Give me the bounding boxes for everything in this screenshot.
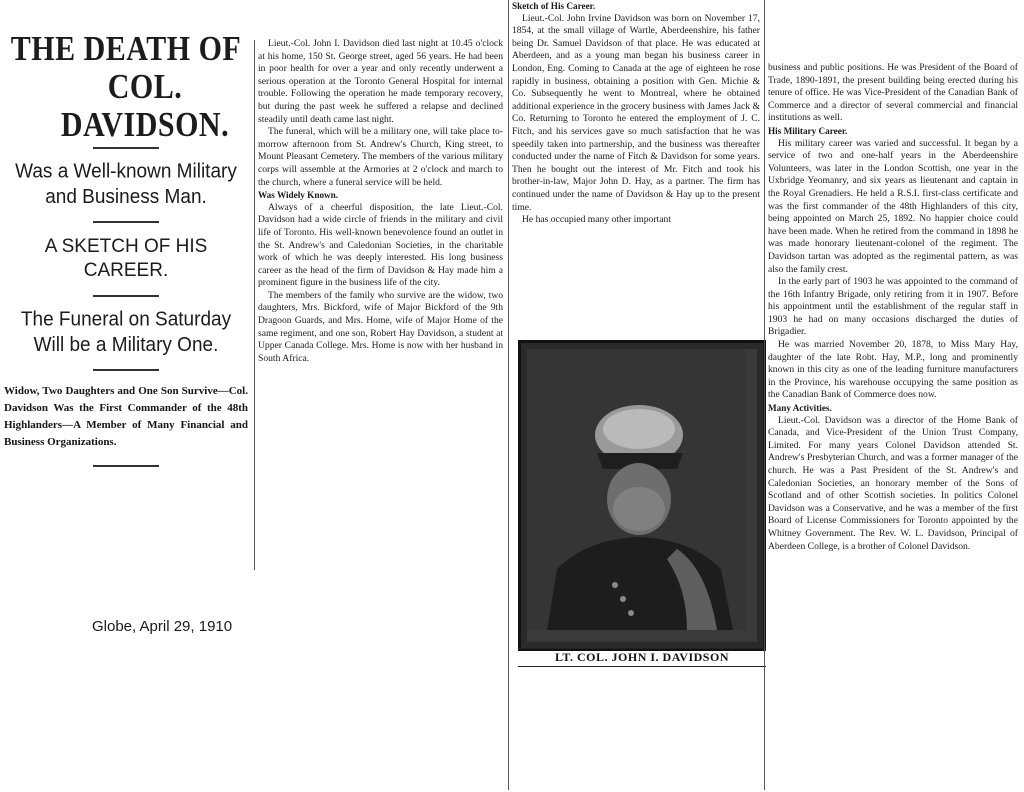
main-headline xyxy=(0,30,252,144)
article-column-2 xyxy=(258,38,503,572)
headline-divider xyxy=(93,465,159,467)
main-headline-line1: THE DEATH OF xyxy=(10,30,242,68)
paragraph: He was married November 20, 1878, to Miss Mary Hay, daughter of the late Robt. Hay, M.P., long and prominently known in this city as one of the leading furniture manufacturers in the Province, his warehouse occupying the same position as the Canadian Bank of Commerce does now. xyxy=(768,339,1018,401)
caption-rule xyxy=(518,648,766,649)
portrait-photo xyxy=(518,340,766,651)
deck-summary: Widow, Two Daughters and One Son Survive—Col. Davidson Was the First Commander of the 48th Highlanders—A Member of Many Financial and Business Organizations. xyxy=(4,385,248,448)
portrait-caption: LT. COL. JOHN I. DAVIDSON xyxy=(555,650,729,664)
paragraph: His military career was varied and successful. It began by a service of two and one-half years in the Aberdeenshire Volunteers, was later in the London Scottish, one year in the Uxbridge Yeomanry, and six years as lieutenant and captain in the Royal Grenadiers. He held a R.S.I. first-class certificate and was the first commander of the 48th Highlanders of this city, being appointed on March 25, 1892. No happier choice could have been made. When he retired from the command in 1898 he was made honorary lieutenant-colonel of the regiment. The Davidson tartan was adopted as the regimental pattern, as was also the family crest. xyxy=(768,137,1018,275)
paragraph: business and public positions. He was President of the Board of Trade, 1890-1891, the present building being erected during his tenure of office. He was Vice-President of the Canadian Bank of Commerce and a director of several commercial and financial institutions as well. xyxy=(768,62,1018,124)
portrait-image xyxy=(527,349,757,642)
deck-headline-1: Was a Well-known Military and Business Man. xyxy=(15,160,237,209)
caption-rule xyxy=(518,666,766,667)
source-label: Globe, April 29, 1910 xyxy=(92,618,233,635)
portrait-figure-icon xyxy=(527,349,745,630)
paragraph: Lieut.-Col. John I. Davidson died last night at 10.45 o'clock at his home, 150 St. George street, aged 56 years. He had been in poor health for over a year and only recently underwent a serious operation at the Toronto General Hospital for internal trouble. Following the operation he made temporary recovery, but during the past week he suffered a relapse and declined steadily until death came last night. xyxy=(258,38,503,125)
headline-divider xyxy=(93,147,159,149)
headline-divider xyxy=(93,295,159,297)
headline-column xyxy=(0,30,252,510)
paragraph: The members of the family who survive are the widow, two daughters, Mrs. Bickford, wife of Major Bickford of the 9th Dragoon Guards, and Mrs. Home, wife of Major Home of the same regiment, and one son, Robert Hay Davidson, a student at Upper Canada College. Mrs. Home is now with her husband in South Africa. xyxy=(258,289,503,364)
article-column-3 xyxy=(512,0,760,343)
paragraph: In the early part of 1903 he was appointed to the command of the 16th Infantry Brigade, only retiring from it in 1907. Before his appointment until the establishment of the regular staff in 1903 he had on many occasions discharged the duties of Brigadier. xyxy=(768,276,1018,338)
article-column-4 xyxy=(768,62,1018,790)
column-rule xyxy=(508,0,509,790)
subheading: Many Activities. xyxy=(768,403,832,414)
paragraph: Lieut.-Col. John Irvine Davidson was born on November 17, 1854, at the small village of Wartle, Aberdeenshire, his father being Dr. Samuel Davidson of that place. He was educated at Aberdeen, and as a young man began his business career in London, Eng. Coming to Canada at the age of eighteen he rose rapidly in business, obtaining a position with Gen. Michie & Co. Subsequently he went to Montreal, where he obtained additional experience in the grocery business with James Jack & Co. Returning to Toronto he entered the employment of J. C. Fitch, and his services gave so much satisfaction that he was speedily taken into partnership, and the business was thereafter conducted under the name of Fitch & Davidson for some years. Then he bought out the interest of Mr. Fitch and took his brother-in-law, Major John D. Hay, as a partner. The firm has continued under the name of Davidson & Hay up to the present time. xyxy=(512,12,760,213)
headline-divider xyxy=(93,221,159,223)
subheading: His Military Career. xyxy=(768,125,848,136)
subheading: Sketch of His Career. xyxy=(512,1,596,11)
column-rule xyxy=(254,40,255,570)
paragraph: The funeral, which will be a military one, will take place to-morrow afternoon from St. Andrew's Church, King street, to Mount Pleasant Cemetery. The members of the various military corps will assemble at the Armories at 2 o'clock and march to the church, where a funeral service will be held. xyxy=(258,126,503,188)
headline-divider xyxy=(93,369,159,371)
deck-headline-2: A SKETCH OF HIS CAREER. xyxy=(44,236,208,281)
paragraph: Lieut.-Col. Davidson was a director of the Home Bank of Canada, and Vice-President of the Union Trust Company, Limited. For many years Colonel Davidson attended St. Andrew's Presbyterian Church, and was a former manager of the church. He was a Past President of the St. Andrew's and Caledonian Societies, an honorary member of the Sons of Scotland and of other Scottish societies. In politics Colonel Davidson was a Conservative, and he was a member of the first Board of License Commissioners for Toronto appointed by the Whitney Government. The Rev. W. L. Davidson, Principal of Aberdeen College, is a brother of Colonel Davidson. xyxy=(768,414,1018,552)
main-headline-line2: COL. DAVIDSON. xyxy=(60,67,230,144)
paragraph: He has occupied many other important xyxy=(522,214,671,226)
deck-headline-3: The Funeral on Saturday Will be a Military One. xyxy=(20,308,232,357)
paragraph: Always of a cheerful disposition, the late Lieut.-Col. Davidson had a wide circle of friends in the military and civil life of Toronto. His well-known benevolence found an outlet in the St. Andrew's and Caledonian Societies, in the charitable work of which he was deeply interested. His long business career as the head of the firm of Davidson & Hay made him a prominent figure in the business life of the city. xyxy=(258,201,503,289)
column-rule xyxy=(764,0,765,790)
subheading: Was Widely Known. xyxy=(258,190,339,201)
